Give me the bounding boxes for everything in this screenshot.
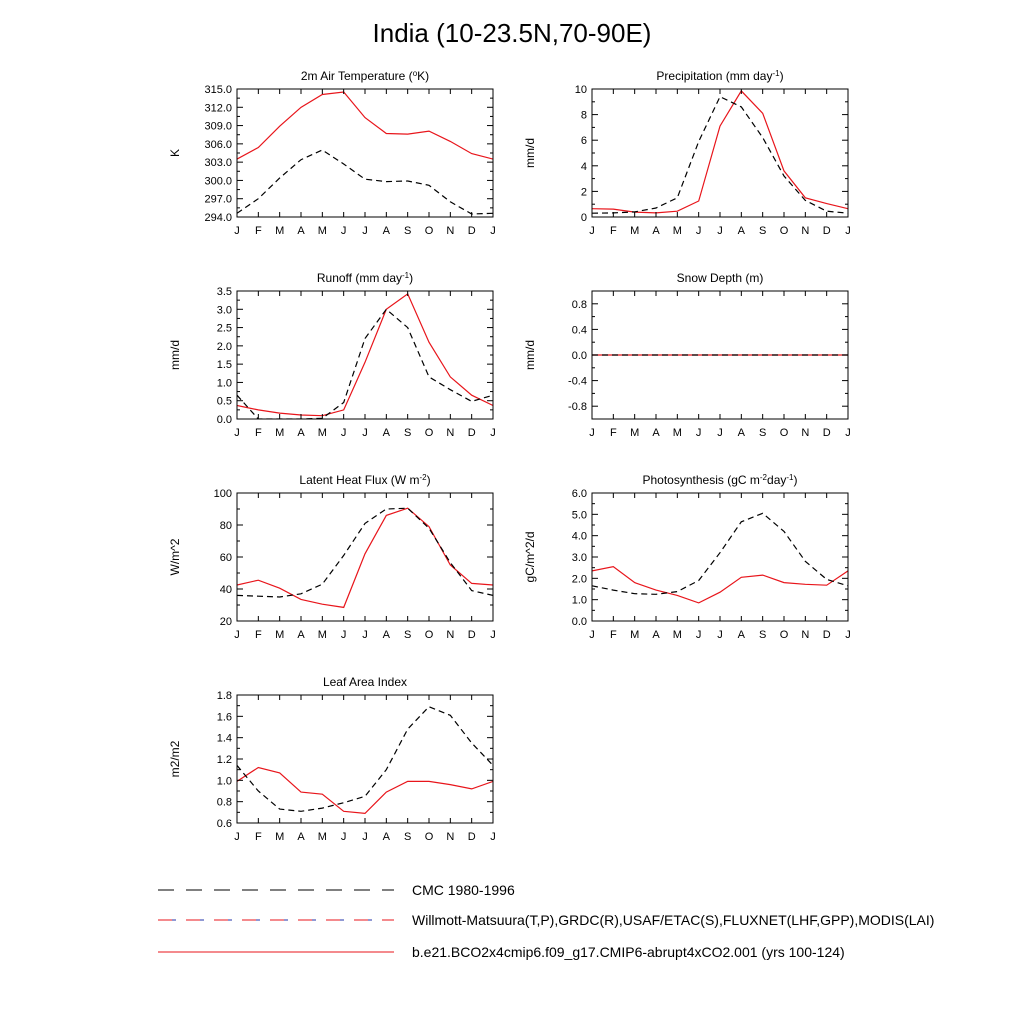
x-tick-label: A	[382, 831, 391, 843]
y-tick-label: 1.8	[216, 690, 232, 702]
x-tick-label: M	[672, 225, 682, 237]
y-tick-label: 4	[580, 160, 587, 173]
x-tick-label: M	[672, 427, 682, 439]
y-tick-label: 4.0	[571, 530, 587, 543]
x-tick-label: J	[340, 427, 347, 439]
chart-title: Leaf Area Index	[322, 675, 408, 689]
x-tick-label: A	[297, 831, 305, 843]
chart-title: Latent Heat Flux (W $m^{-2}$)	[299, 473, 431, 487]
plot-frame	[237, 695, 493, 823]
y-tick-label: 6.0	[571, 488, 587, 500]
chart-title: Snow Depth (m)	[676, 271, 764, 285]
x-tick-label: M	[317, 629, 327, 641]
x-tick-label: F	[254, 225, 262, 237]
x-tick-label: J	[340, 831, 347, 843]
series-line-obs	[237, 707, 493, 812]
x-tick-label: J	[490, 629, 496, 641]
y-tick-label: 0.0	[216, 414, 232, 426]
x-tick-label: J	[490, 427, 496, 439]
y-tick-label: 8	[580, 109, 587, 122]
x-tick-label: S	[403, 225, 412, 237]
y-tick-label: 1.0	[216, 775, 232, 788]
x-tick-label: D	[467, 427, 476, 439]
y-tick-label: 2.0	[571, 573, 587, 586]
x-tick-label: J	[362, 225, 368, 237]
x-tick-label: N	[801, 225, 810, 237]
x-tick-label: M	[275, 225, 285, 237]
x-tick-label: A	[737, 629, 746, 641]
y-tick-label: 2.5	[216, 322, 232, 335]
x-tick-label: J	[234, 225, 240, 237]
x-tick-label: N	[801, 427, 810, 439]
x-tick-label: J	[234, 629, 240, 641]
y-axis-label: mm/d	[523, 340, 537, 370]
y-tick-label: 0.8	[571, 298, 587, 311]
x-tick-label: D	[467, 629, 476, 641]
x-tick-label: D	[822, 629, 831, 641]
y-tick-label: 0.0	[571, 616, 587, 628]
x-tick-label: J	[234, 831, 240, 843]
y-axis-label: mm/d	[523, 138, 537, 168]
y-tick-label: 3.0	[571, 552, 587, 564]
y-tick-label: 3.5	[216, 286, 232, 298]
y-tick-label: 1.4	[216, 732, 232, 745]
x-tick-label: J	[845, 629, 851, 641]
y-axis-label: K	[168, 148, 182, 158]
y-tick-label: 2.0	[216, 340, 232, 353]
plot-frame	[237, 291, 493, 419]
y-axis-label: W/m^2	[168, 538, 182, 576]
x-tick-label: J	[490, 225, 496, 237]
page-title: India (10-23.5N,70-90E)	[372, 18, 652, 48]
y-axis-label: gC/m^2/d	[523, 531, 537, 583]
x-tick-label: J	[340, 629, 347, 641]
chart-panel-3	[523, 271, 851, 439]
y-tick-label: 60	[219, 552, 232, 564]
x-tick-label: F	[254, 629, 262, 641]
chart-panel-2	[168, 271, 496, 439]
x-tick-label: J	[589, 225, 595, 237]
x-tick-label: D	[467, 225, 476, 237]
chart-panel-6	[168, 675, 496, 843]
y-tick-label: 0.8	[216, 796, 232, 809]
x-tick-label: J	[589, 427, 595, 439]
y-tick-label: 0.5	[216, 395, 232, 408]
y-tick-label: 1.0	[216, 377, 232, 390]
chart-panel-0	[168, 69, 496, 237]
x-tick-label: N	[446, 225, 455, 237]
x-tick-label: N	[446, 831, 455, 843]
series-group	[237, 707, 493, 814]
x-tick-label: D	[467, 831, 476, 843]
series-line-model	[237, 768, 493, 814]
series-line-obs	[237, 309, 493, 419]
chart-title: 2m Air Temperature ($^o$K)	[300, 69, 430, 83]
x-tick-label: A	[737, 427, 746, 439]
y-tick-label: 1.6	[216, 711, 232, 724]
x-tick-label: J	[717, 225, 723, 237]
x-tick-label: M	[317, 427, 327, 439]
x-tick-label: J	[340, 225, 347, 237]
series-line-model	[237, 92, 493, 159]
x-tick-label: A	[297, 629, 305, 641]
y-tick-label: 6	[580, 135, 587, 148]
x-tick-label: J	[362, 831, 368, 843]
x-tick-label: A	[652, 629, 660, 641]
y-tick-label: 10	[574, 84, 587, 96]
chart-panel-1	[523, 69, 851, 237]
series-group	[237, 508, 493, 607]
x-tick-label: M	[317, 225, 327, 237]
x-tick-label: J	[845, 427, 851, 439]
x-tick-label: J	[234, 427, 240, 439]
x-tick-label: F	[609, 427, 617, 439]
x-tick-label: J	[490, 831, 496, 843]
y-tick-label: 0.6	[216, 818, 232, 830]
x-tick-label: J	[362, 629, 368, 641]
x-tick-label: M	[275, 629, 285, 641]
x-tick-label: M	[630, 225, 640, 237]
x-tick-label: A	[297, 225, 305, 237]
series-group	[237, 92, 493, 214]
x-tick-label: A	[382, 225, 391, 237]
x-tick-label: O	[424, 427, 434, 439]
x-tick-label: S	[403, 629, 412, 641]
series-group	[237, 294, 493, 419]
y-tick-label: 3.0	[216, 304, 232, 317]
x-tick-label: A	[652, 427, 660, 439]
y-tick-label: -0.8	[568, 401, 587, 414]
x-tick-label: J	[845, 225, 851, 237]
y-tick-label: 303.0	[204, 157, 232, 170]
chart-panel-4	[168, 473, 496, 641]
y-tick-label: 1.2	[216, 754, 232, 766]
plot-frame	[237, 493, 493, 621]
y-tick-label: -0.4	[568, 375, 587, 388]
x-tick-label: N	[801, 629, 810, 641]
x-tick-label: A	[297, 427, 305, 439]
x-tick-label: D	[822, 225, 831, 237]
y-tick-label: 297.0	[204, 193, 232, 206]
legend-label-cmc: CMC 1980-1996	[412, 882, 515, 898]
x-tick-label: F	[254, 831, 262, 843]
x-tick-label: M	[317, 831, 327, 843]
series-line-model	[592, 567, 848, 603]
y-tick-label: 1.5	[216, 359, 232, 372]
y-tick-label: 309.0	[204, 120, 232, 133]
x-tick-label: S	[758, 225, 767, 237]
x-tick-label: O	[779, 629, 789, 641]
series-line-obs	[592, 97, 848, 214]
series-group	[592, 513, 848, 603]
y-tick-label: 312.0	[204, 102, 232, 115]
x-tick-label: N	[446, 629, 455, 641]
x-tick-label: F	[609, 629, 617, 641]
x-tick-label: O	[779, 225, 789, 237]
x-tick-label: J	[695, 427, 702, 439]
x-tick-label: S	[758, 427, 767, 439]
y-tick-label: 0.4	[571, 324, 587, 337]
x-tick-label: F	[609, 225, 617, 237]
x-tick-label: O	[424, 831, 434, 843]
series-line-obs	[237, 150, 493, 214]
x-tick-label: N	[446, 427, 455, 439]
plot-frame	[592, 89, 848, 217]
x-tick-label: F	[254, 427, 262, 439]
x-tick-label: M	[275, 831, 285, 843]
x-tick-label: M	[630, 629, 640, 641]
y-tick-label: 294.0	[204, 212, 232, 224]
x-tick-label: A	[382, 629, 391, 641]
y-tick-label: 315.0	[204, 84, 232, 96]
x-tick-label: S	[758, 629, 767, 641]
x-tick-label: M	[672, 629, 682, 641]
y-tick-label: 0.0	[571, 350, 587, 362]
chart-title: Runoff (mm day$^{-1}$)	[316, 271, 414, 285]
series-line-model	[592, 91, 848, 213]
x-tick-label: O	[424, 225, 434, 237]
plot-frame	[592, 493, 848, 621]
x-tick-label: M	[630, 427, 640, 439]
x-tick-label: J	[695, 225, 702, 237]
x-tick-label: A	[737, 225, 746, 237]
series-line-model	[237, 294, 493, 416]
y-tick-label: 40	[219, 584, 232, 596]
y-tick-label: 300.0	[204, 175, 232, 188]
y-tick-label: 100	[213, 488, 232, 500]
chart-title: Precipitation (mm day$^{-1}$)	[656, 69, 784, 83]
chart-title: Photosynthesis (gC $m^{-2}day^{-1}$)	[642, 473, 798, 487]
x-tick-label: J	[589, 629, 595, 641]
y-tick-label: 5.0	[571, 509, 587, 522]
y-tick-label: 0	[580, 212, 587, 224]
x-tick-label: J	[695, 629, 702, 641]
plot-frame	[237, 89, 493, 217]
chart-panel-5	[523, 473, 851, 641]
y-tick-label: 1.0	[571, 594, 587, 607]
x-tick-label: J	[717, 427, 723, 439]
x-tick-label: J	[362, 427, 368, 439]
x-tick-label: O	[779, 427, 789, 439]
y-tick-label: 306.0	[204, 138, 232, 151]
x-tick-label: J	[717, 629, 723, 641]
y-axis-label: m2/m2	[168, 740, 182, 778]
x-tick-label: O	[424, 629, 434, 641]
legend-label-model: b.e21.BCO2x4cmip6.f09_g17.CMIP6-abrupt4xCO2.001 (yrs 100-124)	[412, 944, 845, 960]
series-group	[592, 91, 848, 213]
x-tick-label: S	[403, 831, 412, 843]
x-tick-label: A	[652, 225, 660, 237]
x-tick-label: A	[382, 427, 391, 439]
y-tick-label: 80	[219, 520, 232, 532]
y-tick-label: 20	[219, 616, 232, 628]
y-tick-label: 2	[580, 186, 587, 199]
x-tick-label: S	[403, 427, 412, 439]
x-tick-label: M	[275, 427, 285, 439]
y-axis-label: mm/d	[168, 340, 182, 370]
series-line-obs	[592, 513, 848, 594]
legend-label-obs: Willmott-Matsuura(T,P),GRDC(R),USAF/ETAC(S),FLUXNET(LHF,GPP),MODIS(LAI)	[412, 912, 935, 928]
x-tick-label: D	[822, 427, 831, 439]
